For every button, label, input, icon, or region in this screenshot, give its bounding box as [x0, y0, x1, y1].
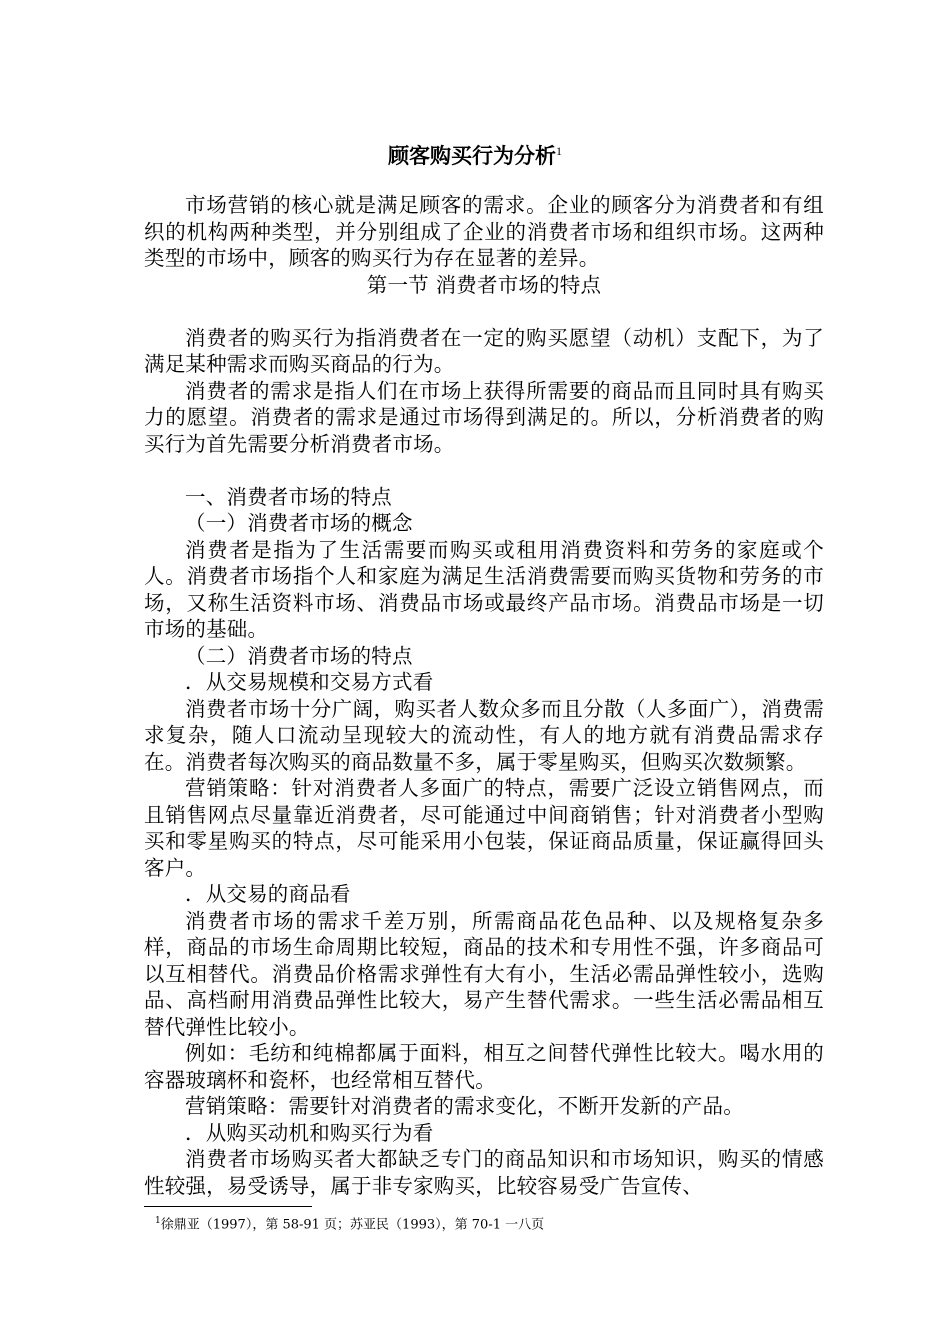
document-body: [144, 192, 824, 1199]
footnote: [155, 1212, 544, 1234]
paragraph: 消费者的需求是指人们在市场上获得所需要的商品而且同时具有购买力的愿望。消费者的需求是通过市场得到满足的。所以，分析消费者的购买行为首先需要分析消费者市场。: [144, 378, 824, 456]
paragraph: 消费者市场十分广阔，购买者人数众多而且分散（人多面广），消费需求复杂，随人口流动呈现较大的流动性，有人的地方就有消费品需求存在。消费者每次购买的商品数量不多，属于零星购买，但购买次数频繁。: [144, 696, 824, 774]
list-heading: ．从交易规模和交易方式看: [185, 670, 434, 694]
intro-paragraph: 市场营销的核心就是满足顾客的需求。企业的顾客分为消费者和有组织的机构两种类型，并分别组成了企业的消费者市场和组织市场。这两种类型的市场中，顾客的购买行为存在显著的差异。: [144, 193, 824, 270]
title-text: 顾客购买行为分析: [388, 144, 556, 168]
paragraph: 消费者是指为了生活需要而购买或租用消费资料和劳务的家庭或个人。消费者市场指个人和家庭为满足生活消费需要而购买货物和劳务的市场，又称生活资料市场、消费品市场或最终产品市场。消费品市场是一切市场的基础。: [144, 537, 824, 641]
section-heading: 第一节 消费者市场的特点: [366, 272, 602, 297]
paragraph: 消费者市场购买者大都缺乏专门的商品知识和市场知识，购买的情感性较强，易受诱导，属于非专家购买，比较容易受广告宣传、: [144, 1147, 824, 1198]
footnote-text: 徐鼎亚（1997），第 58-91 页；苏亚民（1993），第 70-1 一八页: [160, 1217, 545, 1233]
subheading: 一、消费者市场的特点: [185, 484, 392, 509]
title-footnote-mark: 1: [556, 144, 562, 158]
list-heading: ．从交易的商品看: [185, 882, 351, 906]
blank-line: [144, 298, 824, 325]
subheading: （二）消费者市场的特点: [185, 643, 413, 668]
subheading: （一）消费者市场的概念: [185, 511, 413, 535]
blank-line: [144, 457, 824, 484]
paragraph: 营销策略：针对消费者人多面广的特点，需要广泛设立销售网点，而且销售网点尽量靠近消费者，尽可能通过中间商销售；针对消费者小型购买和零星购买的特点，尽可能采用小包装，保证商品质量，保证赢得回头客户。: [144, 776, 824, 880]
document-title: [0, 142, 950, 170]
footnote-mark: 1: [155, 1216, 161, 1226]
footnote-separator: [144, 1206, 312, 1207]
list-heading: ．从购买动机和购买行为看: [185, 1120, 434, 1145]
paragraph: 消费者市场的需求千差万别，所需商品花色品种、以及规格复杂多样，商品的市场生命周期比较短，商品的技术和专用性不强，许多商品可以互相替代。消费品价格需求弹性有大有小，生活必需品弹性较小，选购品、高档耐用消费品弹性比较大，易产生替代需求。一些生活必需品相互替代弹性比较小。: [144, 908, 824, 1039]
paragraph: 营销策略：需要针对消费者的需求变化，不断开发新的产品。: [185, 1094, 744, 1118]
paragraph: 消费者的购买行为指消费者在一定的购买愿望（动机）支配下，为了满足某种需求而购买商品的行为。: [144, 325, 824, 376]
paragraph: 例如：毛纺和纯棉都属于面料，相互之间替代弹性比较大。喝水用的容器玻璃杯和瓷杯，也经常相互替代。: [144, 1041, 824, 1092]
